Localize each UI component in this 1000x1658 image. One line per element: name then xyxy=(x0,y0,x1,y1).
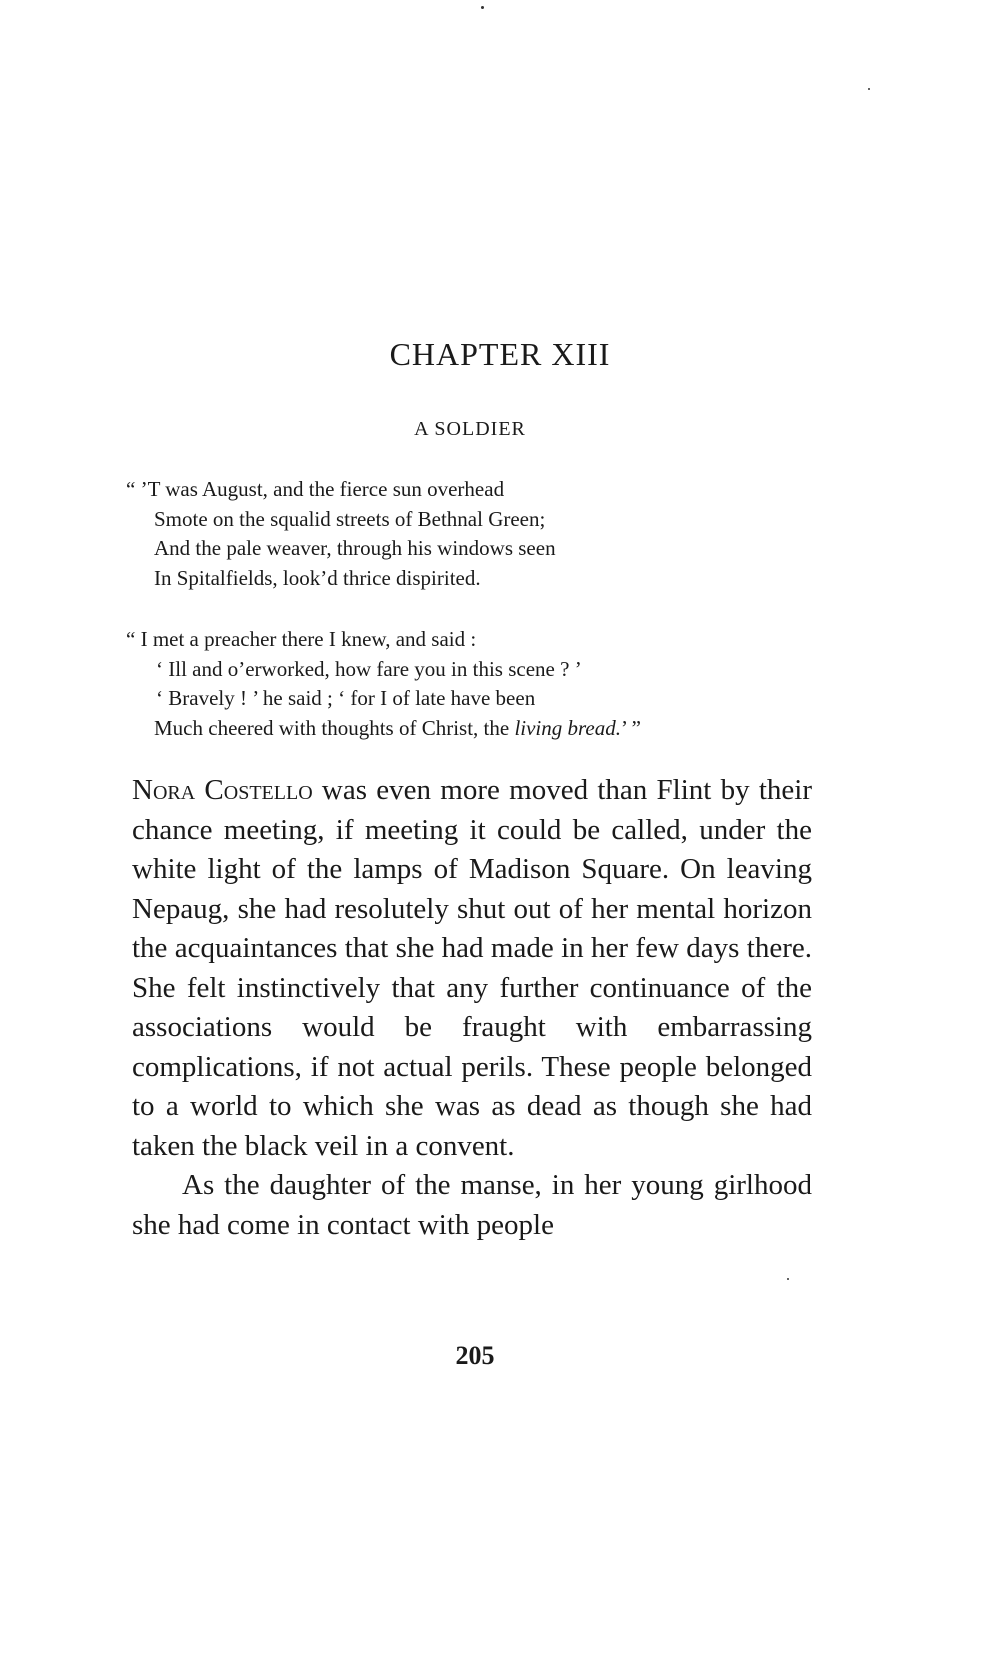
epigraph-stanza-2 xyxy=(126,625,826,743)
print-speck xyxy=(868,88,870,90)
chapter-body xyxy=(132,771,812,1245)
verse-line: “ ’T was August, and the fierce sun overhead xyxy=(126,477,505,501)
paragraph xyxy=(132,771,812,1166)
chapter-title: CHAPTER XIII xyxy=(389,336,611,372)
print-speck xyxy=(787,1278,789,1280)
paragraph: As the daughter of the manse, in her young girlhood she had come in contact with people xyxy=(132,1169,812,1241)
chapter-subtitle: A SOLDIER xyxy=(414,418,526,440)
verse-line: ‘ Bravely ! ’ he said ; ‘ for I of late have been xyxy=(156,686,536,710)
epigraph-stanza-1 xyxy=(126,475,826,593)
verse-line: And the pale weaver, through his windows seen xyxy=(154,536,556,560)
verse-text: ’ ” xyxy=(620,715,641,740)
page-number: 205 xyxy=(455,1341,495,1370)
verse-line: Smote on the squalid streets of Bethnal Green; xyxy=(154,506,546,531)
verse-text: Much cheered with thoughts of Christ, the xyxy=(154,715,515,740)
character-name: Nora Costello xyxy=(132,774,313,806)
italic-phrase: living bread. xyxy=(514,715,621,740)
verse-line: ‘ Ill and o’erworked, how fare you in this scene ? ’ xyxy=(156,656,582,681)
verse-line: “ I met a preacher there I knew, and said : xyxy=(126,627,477,651)
verse-line xyxy=(126,714,826,744)
paragraph-text: was even more moved than Flint by their chance meeting, if meeting it could be called, under the white light of the lamps of Madison Square. On leaving Nepaug, she had resolutely shut out of her mental horizon the acquaintances that she had made in her few days there. She felt instinctively that any further continuance of the associations would be fraught with embarrassing complications, if not actual perils. These people belonged to a world to which she was as dead as though she had taken the black veil in a convent. xyxy=(132,774,812,1162)
verse-line: In Spitalfields, look’d thrice dispirited. xyxy=(154,565,481,590)
print-speck xyxy=(481,6,484,9)
